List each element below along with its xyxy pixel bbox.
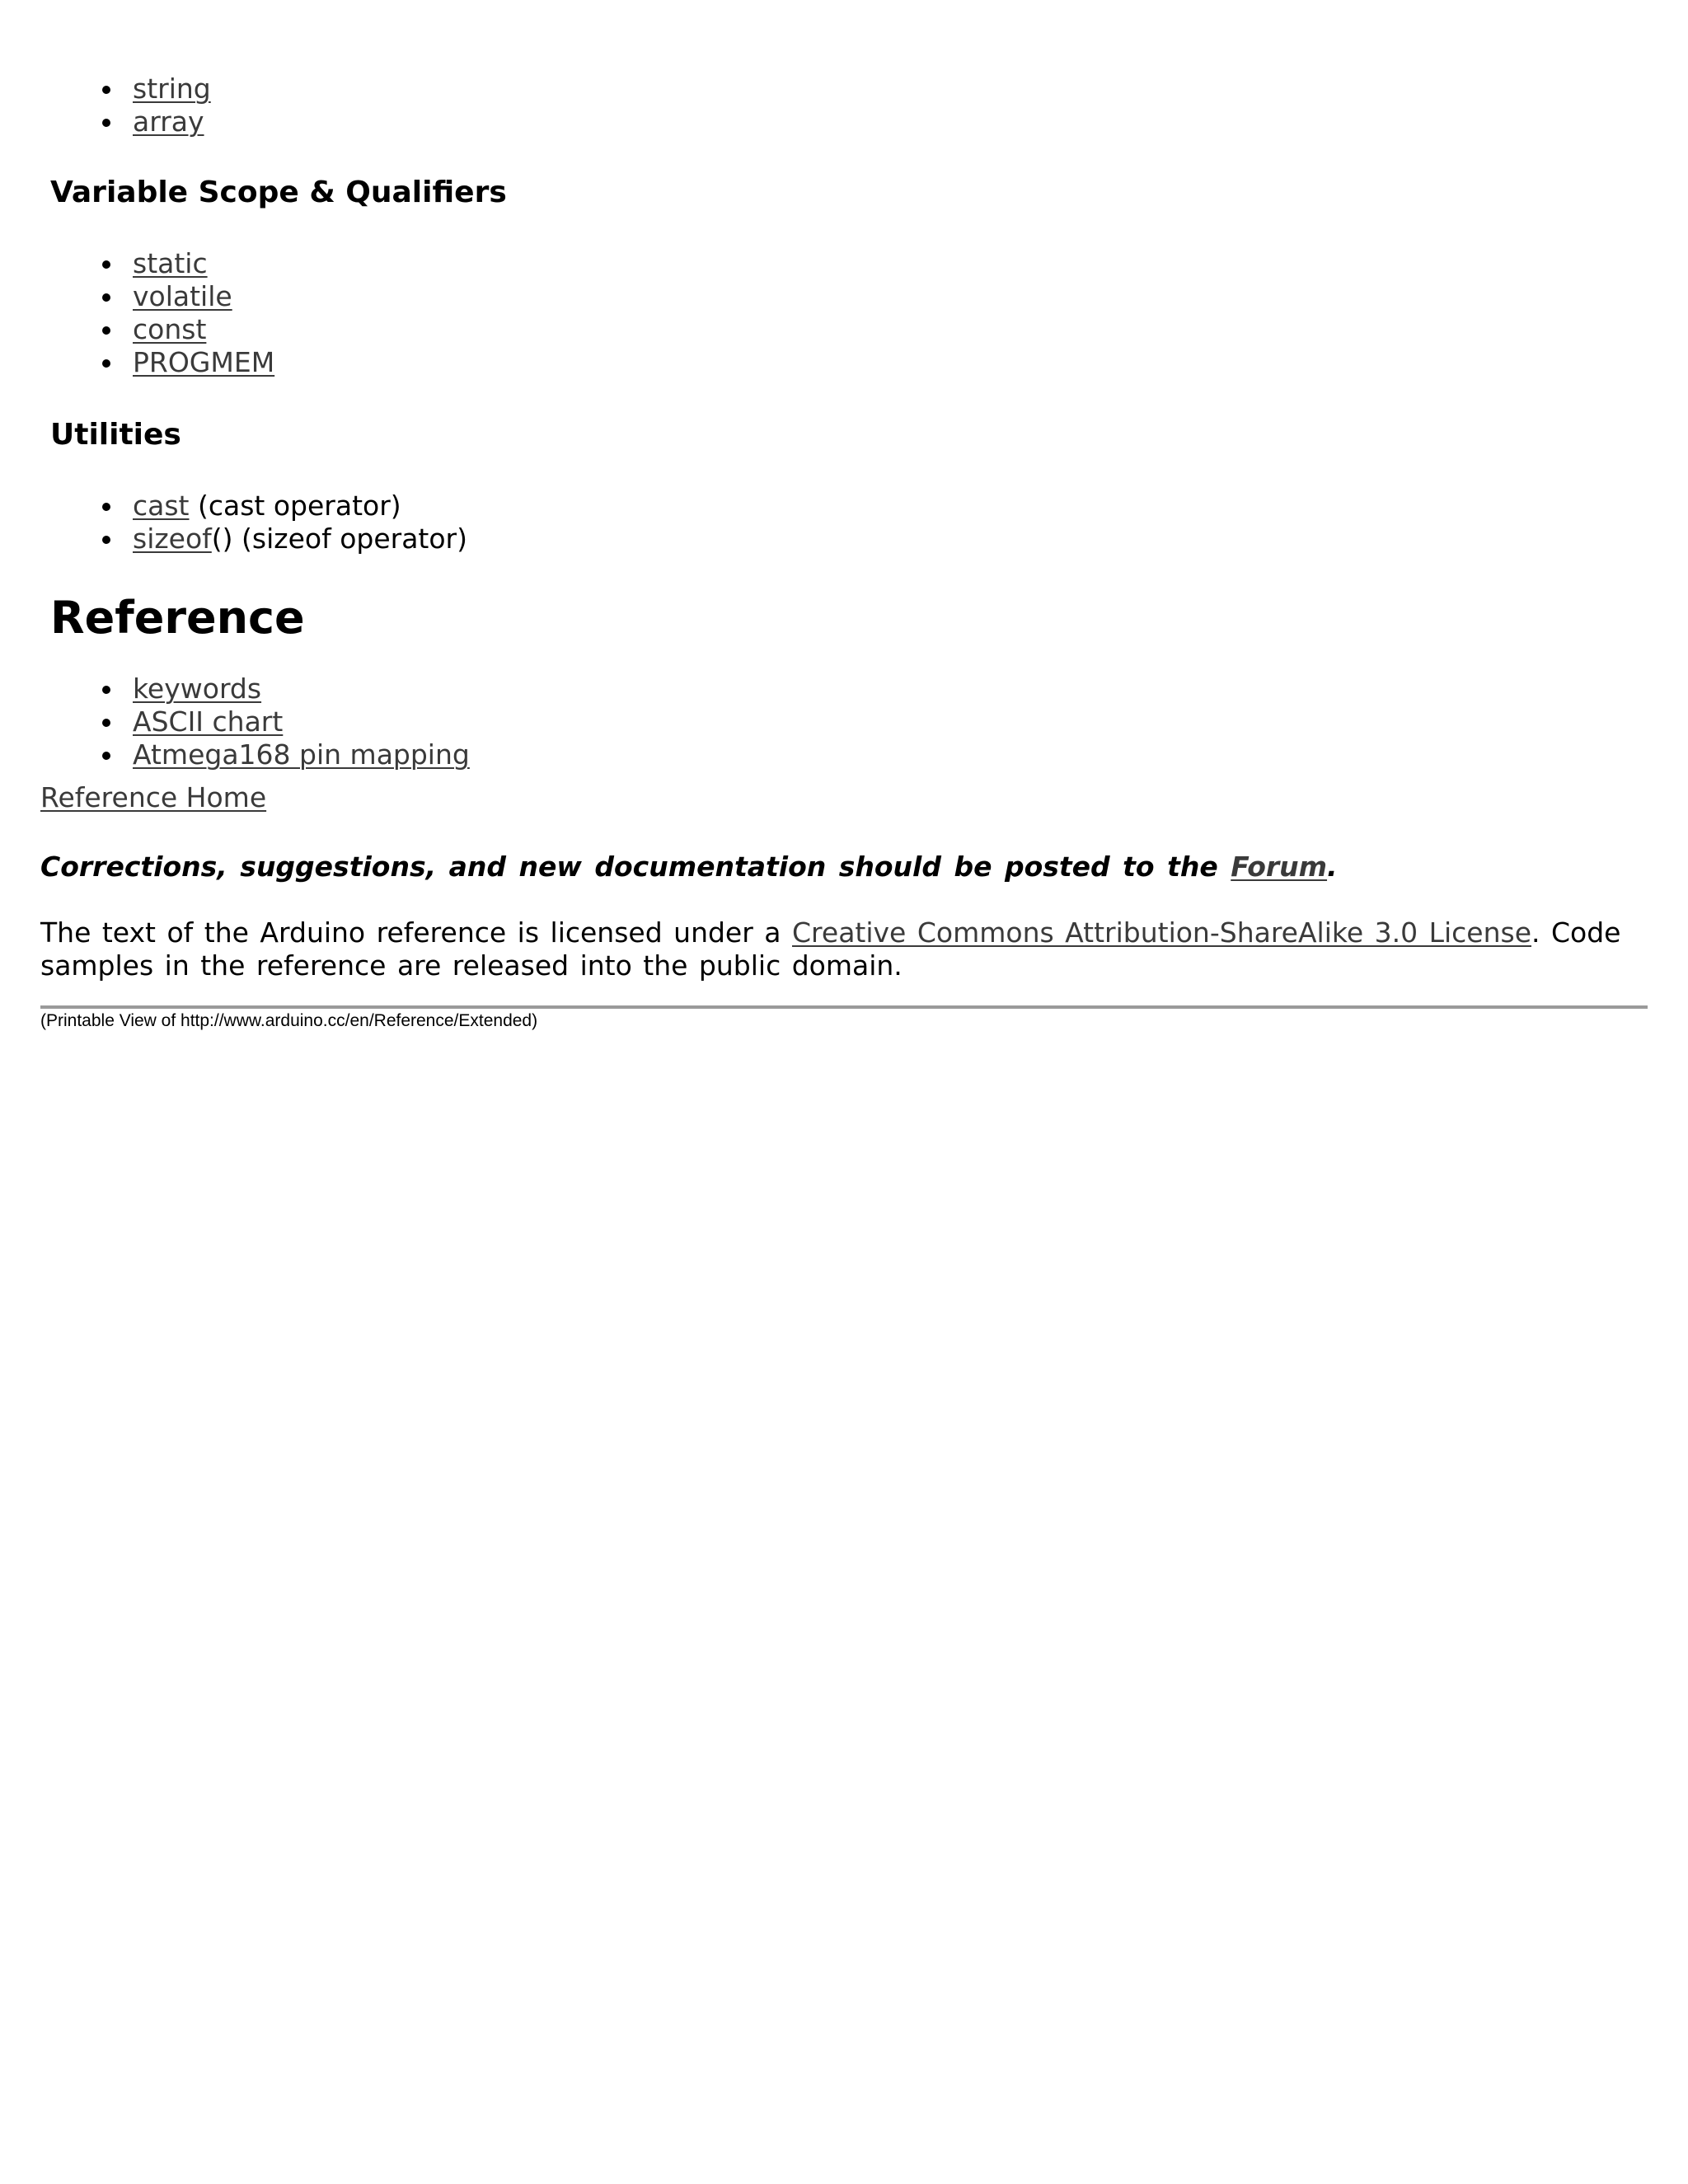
bullet-icon [102, 293, 110, 302]
section-heading-utilities: Utilities [50, 418, 181, 452]
link-string[interactable]: string [133, 73, 211, 105]
printable-view-note: (Printable View of http://www.arduino.cc/en/Reference/Extended) [40, 1011, 538, 1030]
corrections-end: . [1327, 851, 1338, 883]
item-suffix: () (sizeof operator) [211, 523, 467, 555]
link-sizeof[interactable]: sizeof [133, 523, 212, 555]
list-item [40, 73, 211, 105]
link-forum[interactable]: Forum [1231, 851, 1328, 883]
section-heading-scope: Variable Scope & Qualifiers [50, 176, 507, 209]
list-item [40, 247, 274, 280]
bullet-icon [102, 119, 110, 127]
corrections-note [40, 851, 1338, 883]
link-static[interactable]: static [133, 247, 208, 279]
license-post: . Code samples in the reference are released into the public domain. [40, 916, 1621, 982]
list-item [40, 313, 274, 346]
list-item [40, 105, 211, 138]
bullet-icon [102, 686, 110, 694]
list-item [40, 346, 274, 379]
list-item [40, 490, 467, 523]
link-volatile[interactable]: volatile [133, 280, 232, 312]
link-array[interactable]: array [133, 105, 204, 138]
item-suffix: (cast operator) [189, 490, 401, 522]
divider [40, 1005, 1648, 1009]
bullet-icon [102, 86, 110, 94]
link-cast[interactable]: cast [133, 490, 190, 522]
utilities-list [40, 490, 467, 555]
list-item [40, 738, 470, 771]
bullet-icon [102, 503, 110, 511]
license-pre: The text of the Arduino reference is licensed under a [40, 916, 793, 949]
bullet-icon [102, 326, 110, 335]
license-paragraph [40, 916, 1648, 982]
link-progmem[interactable]: PROGMEM [133, 346, 275, 378]
reference-home-line [40, 781, 266, 814]
list-item [40, 705, 470, 738]
bullet-icon [102, 359, 110, 368]
bullet-icon [102, 260, 110, 269]
section-heading-reference: Reference [50, 592, 305, 644]
bullet-icon [102, 536, 110, 544]
list-item [40, 280, 274, 313]
link-license[interactable]: Creative Commons Attribution-ShareAlike 3.0 License [792, 916, 1532, 949]
list-item [40, 523, 467, 555]
link-const[interactable]: const [133, 313, 207, 345]
link-ascii-chart[interactable]: ASCII chart [133, 705, 284, 738]
data-types-list [40, 73, 211, 138]
bullet-icon [102, 719, 110, 727]
link-reference-home[interactable]: Reference Home [40, 781, 267, 813]
bullet-icon [102, 752, 110, 760]
corrections-text: Corrections, suggestions, and new documentation should be posted to the [40, 851, 1231, 883]
link-keywords[interactable]: keywords [133, 673, 262, 705]
list-item [40, 673, 470, 705]
scope-list [40, 247, 274, 379]
link-pin-mapping[interactable]: Atmega168 pin mapping [133, 738, 470, 771]
reference-list [40, 673, 470, 771]
